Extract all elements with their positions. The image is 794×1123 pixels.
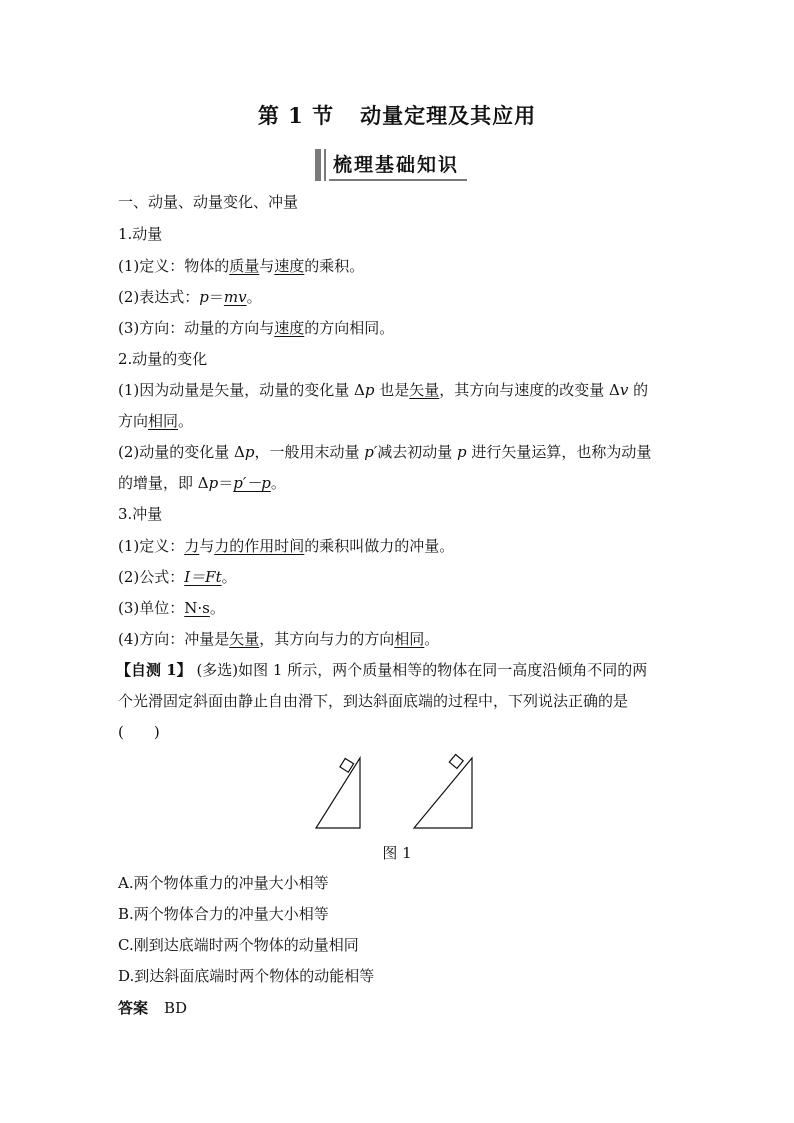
heading-momentum: 一、动量、动量变化、冲量 bbox=[118, 193, 299, 211]
block-gentle bbox=[449, 755, 463, 769]
impulse-unit: (3)单位：N·s。 bbox=[118, 599, 225, 617]
option-a: A.两个物体重力的冲量大小相等 bbox=[118, 874, 329, 892]
section-number: 第 1 节 bbox=[257, 103, 335, 128]
figure-caption: 图 1 bbox=[382, 844, 412, 862]
change-item-1-cont: 方向相同。 bbox=[118, 412, 194, 430]
banner-bar-icon bbox=[315, 149, 321, 181]
impulse-direction: (4)方向：冲量是矢量，其方向与力的方向相同。 bbox=[118, 630, 440, 648]
option-c: C.刚到达底端时两个物体的动量相同 bbox=[118, 936, 359, 954]
question-line-2: 个光滑固定斜面由静止自由滑下，到达斜面底端的过程中，下列说法正确的是 bbox=[118, 692, 629, 710]
change-item-1: (1)因为动量是矢量，动量的变化量 Δp 也是矢量，其方向与速度的改变量 Δv 的 bbox=[118, 381, 649, 399]
momentum-direction: (3)方向：动量的方向与速度的方向相同。 bbox=[118, 319, 395, 337]
momentum-expression: (2)表达式：p＝mv。 bbox=[118, 288, 262, 306]
answer-value: BD bbox=[164, 999, 188, 1017]
page-title bbox=[0, 100, 794, 130]
steep-incline bbox=[316, 758, 360, 828]
option-b: B.两个物体合力的冲量大小相等 bbox=[118, 905, 329, 923]
momentum-definition: (1)定义：物体的质量与速度的乘积。 bbox=[118, 257, 365, 275]
gentle-incline bbox=[414, 758, 472, 828]
banner-bar-thin-icon bbox=[324, 149, 326, 181]
answer-label: 答案 bbox=[118, 999, 149, 1017]
banner-text: 梳理基础知识 bbox=[329, 149, 467, 181]
question-tag: 【自测 1】 bbox=[116, 661, 192, 679]
figure-inclines bbox=[300, 750, 500, 832]
impulse-formula: (2)公式：I＝Ft。 bbox=[118, 568, 237, 586]
impulse-definition: (1)定义：力与力的作用时间的乘积叫做力的冲量。 bbox=[118, 537, 455, 555]
block-steep bbox=[340, 759, 354, 773]
answer-blank: ( ) bbox=[118, 723, 160, 741]
change-item-2-cont: 的增量，即 Δp＝p′－p。 bbox=[118, 474, 286, 492]
answer-line bbox=[118, 998, 187, 1018]
question-line-1: 【自测 1】 (多选)如图 1 所示，两个质量相等的物体在同一高度沿倾角不同的两 bbox=[116, 661, 648, 679]
subheading-change: 2.动量的变化 bbox=[118, 350, 208, 368]
option-d: D.到达斜面底端时两个物体的动能相等 bbox=[118, 967, 375, 985]
subheading-impulse: 3.冲量 bbox=[118, 505, 163, 523]
subheading-momentum: 1.动量 bbox=[118, 225, 163, 243]
section-banner bbox=[315, 149, 467, 181]
change-item-2: (2)动量的变化量 Δp，一般用末动量 p′减去初动量 p 进行矢量运算，也称为动量 bbox=[118, 443, 652, 461]
section-topic: 动量定理及其应用 bbox=[360, 103, 537, 128]
